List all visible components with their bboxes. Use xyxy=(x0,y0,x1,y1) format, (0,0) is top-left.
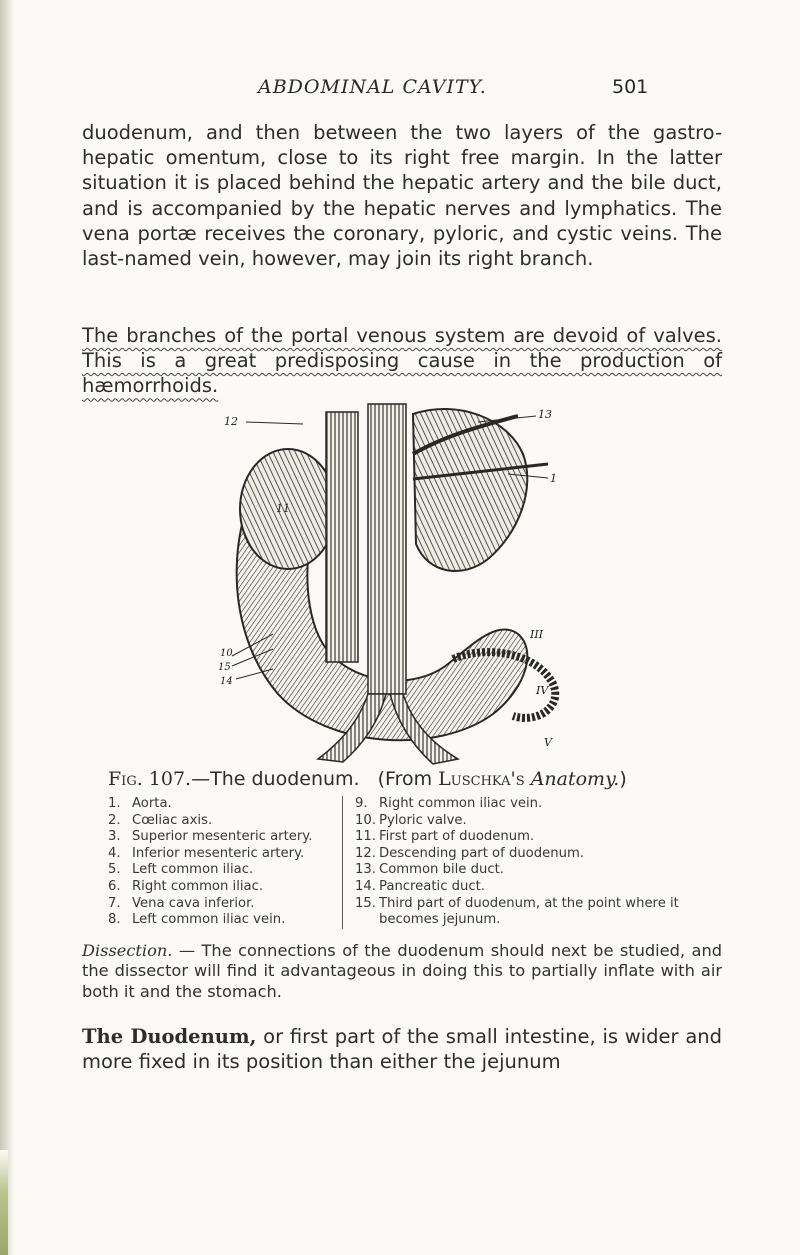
legend-item-number: 5. xyxy=(108,862,121,878)
duodenum-engraving xyxy=(218,394,568,766)
legend-item-number: 2. xyxy=(108,812,121,828)
fig-label-11: 11 xyxy=(276,502,290,515)
running-head: ABDOMINAL CAVITY. xyxy=(258,76,487,98)
dissection-text: — The connections of the duodenum should next be studied, and the dissector will find it advantageous in doing this to partially inflate with air both it and the stomach. xyxy=(82,941,722,1001)
legend-item-number: 1. xyxy=(108,796,121,811)
legend-item xyxy=(355,896,735,929)
legend-item-text: Vena cava inferior. xyxy=(132,895,255,911)
source-author: Luschka's xyxy=(438,768,525,790)
legend-item xyxy=(108,896,333,913)
legend-item xyxy=(108,862,333,879)
legend-item-number: 10. xyxy=(355,812,376,828)
legend-item-number: 7. xyxy=(108,895,121,911)
duodenum-heading: The Duodenum, xyxy=(82,1025,257,1048)
legend-item-number: 4. xyxy=(108,845,121,861)
legend-item-number: 11. xyxy=(355,829,376,845)
fig-label-1: 1 xyxy=(550,472,557,485)
dissection-lead: Dissection. xyxy=(82,941,173,960)
legend-item-number: 8. xyxy=(108,912,121,928)
page-number: 501 xyxy=(612,76,649,98)
legend-item xyxy=(355,829,735,846)
source-open: (From xyxy=(377,768,439,790)
legend-item xyxy=(108,912,333,929)
legend-item xyxy=(108,813,333,830)
page-header xyxy=(0,76,800,106)
page-edge-shadow xyxy=(0,0,14,1255)
legend-item-text: Third part of duodenum, at the point where it becomes jejunum. xyxy=(379,895,679,928)
duodenum-illustration xyxy=(218,394,568,766)
legend-item-number: 12. xyxy=(355,845,376,861)
figure-number: Fig. 107. xyxy=(108,768,192,790)
legend-item xyxy=(355,813,735,830)
legend-item xyxy=(355,796,735,813)
legend-item-text: Right common iliac vein. xyxy=(379,796,543,811)
legend-item-number: 13. xyxy=(355,862,376,878)
figure-title: —The duodenum. xyxy=(191,768,360,790)
figure-legend-right xyxy=(342,796,735,929)
source-close: ) xyxy=(619,768,627,790)
legend-item-number: 9. xyxy=(355,796,368,811)
legend-item xyxy=(108,829,333,846)
legend-item-text: Descending part of duodenum. xyxy=(379,845,584,861)
legend-item xyxy=(108,879,333,896)
fig-label-V: V xyxy=(544,736,552,749)
fig-label-12: 12 xyxy=(224,415,238,428)
figure-source xyxy=(378,768,627,790)
fig-label-15: 15 xyxy=(218,662,231,673)
legend-item-text: Right common iliac. xyxy=(132,878,264,894)
legend-item-text: Aorta. xyxy=(132,796,172,811)
fig-label-14: 14 xyxy=(220,676,233,687)
pancreas-mass xyxy=(413,409,527,571)
source-work: Anatomy. xyxy=(530,768,620,790)
legend-item-text: Left common iliac vein. xyxy=(132,912,286,928)
legend-item xyxy=(355,879,735,896)
body-paragraph-portal-vein: duodenum, and then between the two layers of the gastro-hepatic omentum, close to its right free margin. In the latter situation it is placed behind the hepatic artery and the bile duct, and is accompanied by the hepatic nerves and lymphatics. The vena portæ receives the coronary, pyloric, and cystic veins. The last-named vein, however, may join its right branch. xyxy=(82,121,722,271)
legend-item-text: Common bile duct. xyxy=(379,862,504,878)
legend-item xyxy=(108,846,333,863)
legend-item-text: Left common iliac. xyxy=(132,862,254,878)
legend-item xyxy=(355,846,735,863)
legend-item xyxy=(108,796,333,813)
legend-item xyxy=(355,862,735,879)
dissection-paragraph xyxy=(82,941,722,1002)
legend-item-number: 6. xyxy=(108,878,121,894)
fig-label-13: 13 xyxy=(538,408,552,421)
legend-item-text: Cœliac axis. xyxy=(132,812,213,828)
legend-item-number: 3. xyxy=(108,829,121,845)
legend-item-text: Superior mesenteric artery. xyxy=(132,829,313,845)
duodenum-paragraph xyxy=(82,1024,722,1074)
legend-item-text: Pyloric valve. xyxy=(379,812,467,828)
vena-cava-vessel xyxy=(326,412,358,662)
legend-item-text: First part of duodenum. xyxy=(379,829,535,845)
figure-legend-left xyxy=(108,796,333,929)
legend-item-text: Pancreatic duct. xyxy=(379,878,485,894)
legend-item-text: Inferior mesenteric artery. xyxy=(132,845,305,861)
leader-line-12 xyxy=(246,422,303,424)
legend-item-number: 14. xyxy=(355,878,376,894)
fig-label-IV: IV xyxy=(536,684,549,697)
legend-item-number: 15. xyxy=(355,895,376,911)
aorta-vessel xyxy=(368,404,406,694)
figure-caption xyxy=(108,768,728,790)
underlined-paragraph-haemorrhoids: The branches of the portal venous system are devoid of valves. This is a great predisposing cause in the production of hæmorrhoids. xyxy=(82,324,722,398)
fig-label-III: III xyxy=(530,628,544,641)
page-edge-stain xyxy=(0,1150,8,1255)
duodenum-text: or first part of the small intestine, is wider and more fixed in its position than either the jejunum xyxy=(82,1025,723,1074)
fig-label-10: 10 xyxy=(220,648,233,659)
